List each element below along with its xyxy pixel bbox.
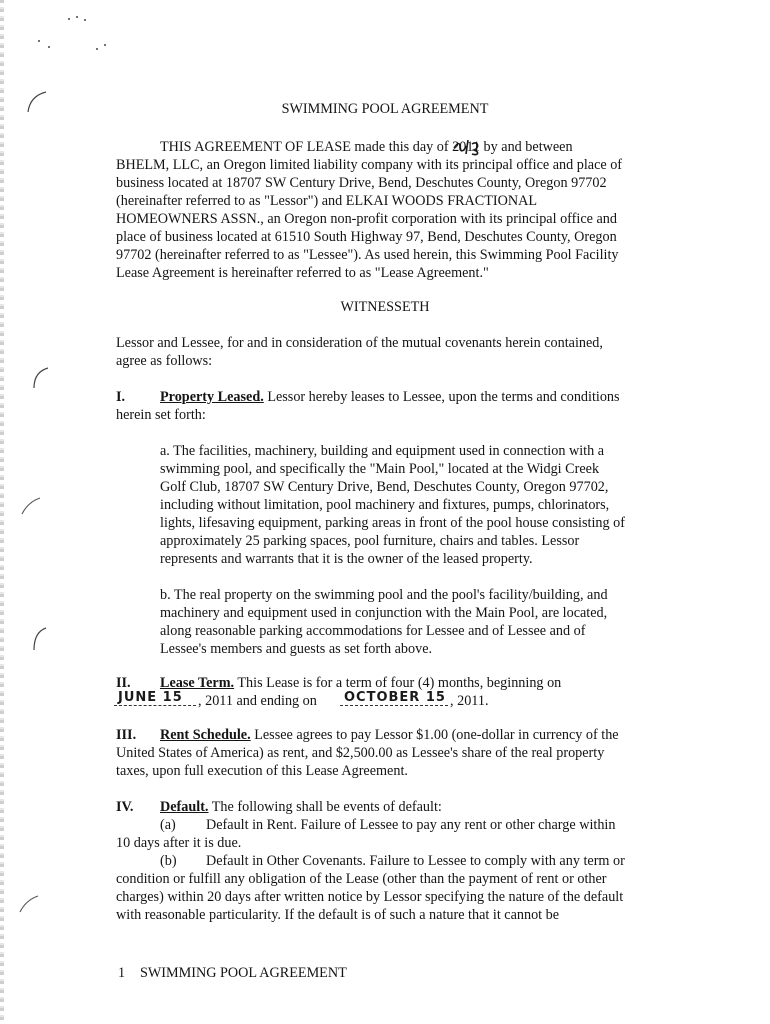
page-number: 1 — [118, 965, 126, 981]
handwritten-start-date: JUNE 15 — [118, 690, 183, 705]
subsection-b-line: Lessee's members and guests as set forth above. — [160, 641, 433, 657]
section-number: IV. — [116, 799, 134, 815]
default-b-line: Default in Other Covenants. Failure to Lessee to comply with any term or — [206, 853, 625, 869]
section-2-mid: , 2011 and ending on — [198, 693, 317, 709]
subsection-a-line: Golf Club, 18707 SW Century Drive, Bend, Deschutes County, Oregon 97702, — [160, 479, 609, 495]
default-b-line: with reasonable particularity. If the default is of such a nature that it cannot be — [116, 907, 560, 923]
intro-line: (hereinafter referred to as "Lessor") and ELKAI WOODS FRACTIONAL — [116, 193, 538, 209]
subsection-a-line: including without limitation, pool machinery and fixtures, pumps, chlorinators, — [160, 497, 610, 513]
handwritten-end-date: OCTOBER 15 — [344, 690, 446, 705]
scan-speck — [48, 46, 50, 48]
subsection-a-line: lights, lifesaving equipment, parking areas in front of the pool house consisting of — [160, 515, 625, 531]
fill-in-line — [114, 704, 196, 706]
subsection-b-line: machinery and equipment used in conjunction with the Main Pool, are located, — [160, 605, 608, 621]
handwritten-day — [450, 134, 508, 158]
section-text: United States of America) as rent, and $2,500.00 as Lessee's share of the real property — [116, 745, 605, 761]
section-3-line1 — [160, 726, 619, 744]
scan-speck — [96, 48, 98, 50]
subsection-a-line: approximately 25 parking spaces, pool furniture, chairs and tables. Lessor — [160, 533, 580, 549]
document-title: SWIMMING POOL AGREEMENT — [281, 101, 489, 117]
fill-in-line — [340, 704, 448, 706]
section-text: This Lease is for a term of four (4) months, beginning on — [237, 675, 562, 691]
preamble-line: Lessor and Lessee, for and in consideration of the mutual covenants herein contained, — [116, 335, 603, 351]
subsection-a-line: swimming pool, and specifically the "Main Pool," located at the Widgi Creek — [160, 461, 600, 477]
intro-line: THIS AGREEMENT OF LEASE made this day of 2011 by and between — [160, 139, 573, 155]
intro-line: place of business located at 61510 South Highway 97, Bend, Deschutes County, Oregon — [116, 229, 617, 245]
preamble-line: agree as follows: — [116, 353, 213, 369]
intro-line: business located at 18707 SW Century Drive, Bend, Deschutes County, Oregon 97702 — [116, 175, 607, 191]
section-number: III. — [116, 727, 137, 743]
section-text: The following shall be events of default: — [211, 799, 442, 815]
section-text: herein set forth: — [116, 407, 206, 423]
intro-line: 97702 (hereinafter referred to as "Lessee"). As used herein, this Swimming Pool Facility — [116, 247, 619, 263]
scan-speck — [38, 40, 40, 42]
scan-speck — [68, 18, 70, 20]
scan-speck — [104, 44, 106, 46]
subsection-a-line: represents and warrants that it is the owner of the leased property. — [160, 551, 533, 567]
punch-hole-marks — [0, 0, 60, 1024]
section-1-line1 — [160, 388, 620, 406]
subsection-a-line: a. The facilities, machinery, building and equipment used in connection with a — [160, 443, 605, 459]
section-number: II. — [116, 675, 131, 691]
default-a-line: 10 days after it is due. — [116, 835, 242, 851]
subsection-b-line: b. The real property on the swimming pool and the pool's facility/building, and — [160, 587, 608, 603]
section-heading: Rent Schedule. — [160, 727, 251, 743]
section-text: taxes, upon full execution of this Lease Agreement. — [116, 763, 408, 779]
scan-speck — [76, 16, 78, 18]
default-a-line: Default in Rent. Failure of Lessee to pay any rent or other charge within — [206, 817, 616, 833]
subsection-b-line: along reasonable parking accommodations for Lessee and of Lessee and of — [160, 623, 586, 639]
default-b-line: charges) within 20 days after written notice by Lessor specifying the nature of the default — [116, 889, 624, 905]
section-heading: Property Leased. — [160, 389, 264, 405]
section-heading: Default. — [160, 799, 209, 815]
scan-speck — [84, 19, 86, 21]
footer-label: SWIMMING POOL AGREEMENT — [140, 965, 347, 981]
intro-line: HOMEOWNERS ASSN., an Oregon non-profit corporation with its principal office and — [116, 211, 617, 227]
default-b-line: condition or fulfill any obligation of the Lease (other than the payment of rent or other — [116, 871, 607, 887]
default-b-label: (b) — [160, 853, 177, 869]
witnesseth-heading: WITNESSETH — [340, 299, 430, 315]
section-heading: Lease Term. — [160, 675, 235, 691]
section-4-line1 — [160, 798, 442, 816]
section-text: Lessor hereby leases to Lessee, upon the terms and conditions — [267, 389, 620, 405]
section-text: Lessee agrees to pay Lessor $1.00 (one-dollar in currency of the — [254, 727, 619, 743]
default-a-label: (a) — [160, 817, 176, 833]
section-2-tail: , 2011. — [450, 693, 489, 709]
intro-line: Lease Agreement is hereinafter referred to as "Lease Agreement." — [116, 265, 489, 281]
intro-line: BHELM, LLC, an Oregon limited liability company with its principal office and place of — [116, 157, 623, 173]
section-number: I. — [116, 389, 126, 405]
